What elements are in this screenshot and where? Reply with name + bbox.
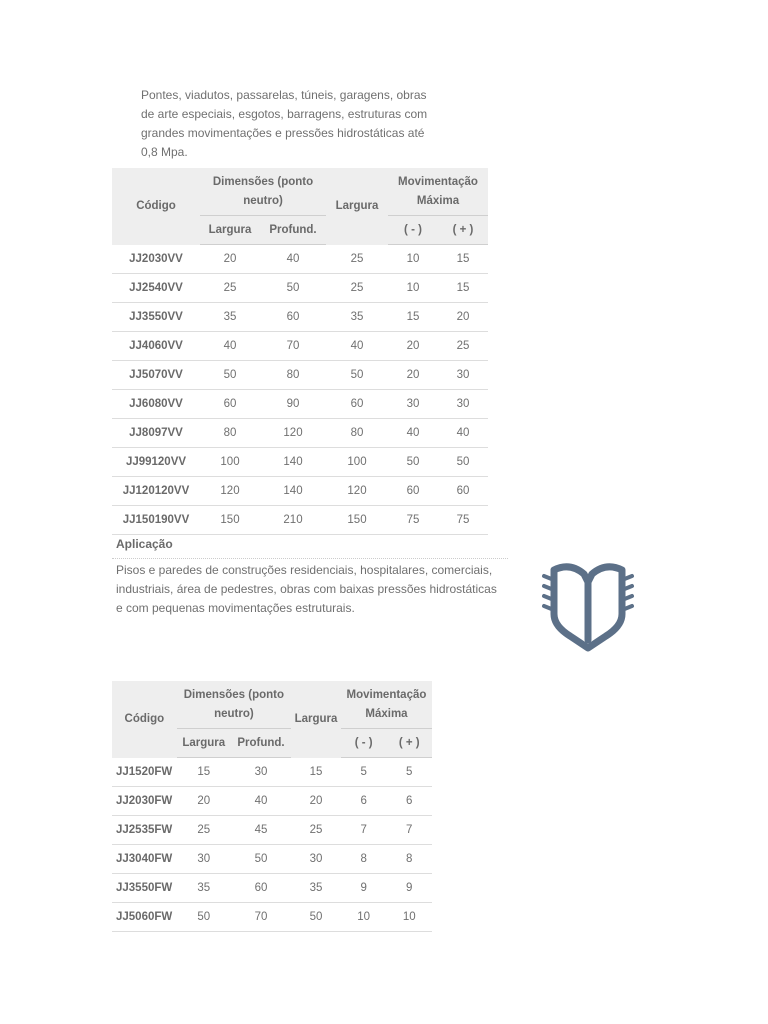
row-value-cell: 20 [438,303,488,332]
row-value-cell: 35 [326,303,388,332]
table-row [112,816,432,845]
row-code-cell: JJ6080VV [112,390,200,419]
row-value-cell: 80 [326,419,388,448]
row-value-cell: 80 [260,361,326,390]
row-value-cell: 40 [438,419,488,448]
row-value-cell: 50 [291,903,341,932]
table-row [112,506,488,535]
row-value-cell: 140 [260,448,326,477]
row-value-cell: 40 [326,332,388,361]
header-movimentacao: Movimentação Máxima [341,681,432,729]
row-value-cell: 50 [177,903,231,932]
row-value-cell: 8 [386,845,432,874]
row-value-cell: 6 [386,787,432,816]
table-row [112,477,488,506]
header-minus: ( - ) [388,216,438,245]
header-largura-main: Largura [291,681,341,758]
row-value-cell: 50 [231,845,291,874]
row-value-cell: 5 [386,758,432,787]
row-value-cell: 120 [260,419,326,448]
row-code-cell: JJ120120VV [112,477,200,506]
row-value-cell: 20 [388,361,438,390]
row-code-cell: JJ8097VV [112,419,200,448]
row-value-cell: 10 [388,274,438,303]
row-code-cell: JJ150190VV [112,506,200,535]
row-value-cell: 30 [438,361,488,390]
table-row [112,874,432,903]
header-movimentacao: Movimentação Máxima [388,168,488,216]
row-value-cell: 35 [177,874,231,903]
row-value-cell: 120 [200,477,260,506]
row-value-cell: 50 [326,361,388,390]
row-value-cell: 25 [291,816,341,845]
table-row [112,903,432,932]
row-value-cell: 7 [386,816,432,845]
row-value-cell: 140 [260,477,326,506]
row-value-cell: 15 [291,758,341,787]
row-code-cell: JJ1520FW [112,758,177,787]
row-value-cell: 210 [260,506,326,535]
table-row [112,787,432,816]
table-row [112,390,488,419]
row-value-cell: 40 [260,245,326,274]
row-value-cell: 25 [177,816,231,845]
row-value-cell: 15 [388,303,438,332]
row-value-cell: 100 [200,448,260,477]
expansion-joint-profile-icon [540,560,636,656]
row-value-cell: 25 [326,274,388,303]
spec-table-vv [112,168,488,535]
table-row [112,361,488,390]
row-value-cell: 50 [260,274,326,303]
row-value-cell: 9 [341,874,387,903]
row-value-cell: 40 [200,332,260,361]
row-value-cell: 10 [388,245,438,274]
table-row [112,332,488,361]
row-value-cell: 70 [231,903,291,932]
row-value-cell: 6 [341,787,387,816]
row-value-cell: 50 [438,448,488,477]
row-value-cell: 20 [291,787,341,816]
header-largura-main: Largura [326,168,388,245]
row-value-cell: 45 [231,816,291,845]
row-value-cell: 75 [388,506,438,535]
row-value-cell: 8 [341,845,387,874]
application-text: Pisos e paredes de construções residenciais, hospitalares, comerciais, industriais, área de pedestres, obras com baixas pressões hidrostáticas e com pequenas movimentações estruturais. [116,563,497,615]
intro-paragraph: Pontes, viadutos, passarelas, túneis, garagens, obras de arte especiais, esgotos, barragens, estruturas com grandes movimentações e pressões hidrostáticas até 0,8 Mpa. [141,88,428,159]
row-value-cell: 9 [386,874,432,903]
row-value-cell: 30 [231,758,291,787]
table-body [112,245,488,535]
row-value-cell: 30 [388,390,438,419]
application-divider [112,558,508,559]
table-row [112,845,432,874]
table-row [112,245,488,274]
row-value-cell: 35 [291,874,341,903]
row-value-cell: 20 [177,787,231,816]
row-value-cell: 50 [200,361,260,390]
row-value-cell: 60 [231,874,291,903]
application-title: Aplicação [116,537,173,551]
row-value-cell: 90 [260,390,326,419]
row-code-cell: JJ2535FW [112,816,177,845]
row-code-cell: JJ5070VV [112,361,200,390]
row-value-cell: 150 [326,506,388,535]
header-codigo: Código [112,168,200,245]
header-plus: ( + ) [438,216,488,245]
row-value-cell: 25 [438,332,488,361]
row-value-cell: 30 [438,390,488,419]
header-profund: Profund. [260,216,326,245]
row-code-cell: JJ4060VV [112,332,200,361]
row-value-cell: 20 [388,332,438,361]
row-value-cell: 30 [177,845,231,874]
row-value-cell: 25 [200,274,260,303]
row-code-cell: JJ2030VV [112,245,200,274]
row-value-cell: 10 [341,903,387,932]
row-value-cell: 15 [438,274,488,303]
row-code-cell: JJ5060FW [112,903,177,932]
row-value-cell: 60 [200,390,260,419]
header-dimensoes: Dimensões (ponto neutro) [200,168,326,216]
row-value-cell: 5 [341,758,387,787]
header-largura: Largura [177,729,231,758]
row-value-cell: 35 [200,303,260,332]
row-value-cell: 40 [231,787,291,816]
header-plus: ( + ) [386,729,432,758]
row-code-cell: JJ3550FW [112,874,177,903]
row-value-cell: 60 [438,477,488,506]
row-value-cell: 20 [200,245,260,274]
row-value-cell: 100 [326,448,388,477]
row-value-cell: 75 [438,506,488,535]
table-body [112,758,432,932]
row-value-cell: 25 [326,245,388,274]
spec-table-fw [112,681,432,932]
row-value-cell: 40 [388,419,438,448]
row-value-cell: 10 [386,903,432,932]
row-value-cell: 70 [260,332,326,361]
row-value-cell: 7 [341,816,387,845]
header-profund: Profund. [231,729,291,758]
row-value-cell: 60 [260,303,326,332]
row-value-cell: 60 [388,477,438,506]
header-largura: Largura [200,216,260,245]
row-code-cell: JJ2540VV [112,274,200,303]
row-value-cell: 50 [388,448,438,477]
row-value-cell: 150 [200,506,260,535]
row-code-cell: JJ3040FW [112,845,177,874]
row-value-cell: 15 [438,245,488,274]
row-value-cell: 60 [326,390,388,419]
table-row [112,274,488,303]
table-row [112,419,488,448]
row-code-cell: JJ99120VV [112,448,200,477]
row-value-cell: 80 [200,419,260,448]
table-row [112,758,432,787]
header-codigo: Código [112,681,177,758]
row-value-cell: 15 [177,758,231,787]
header-dimensoes: Dimensões (ponto neutro) [177,681,291,729]
row-value-cell: 30 [291,845,341,874]
row-value-cell: 120 [326,477,388,506]
row-code-cell: JJ3550VV [112,303,200,332]
table-row [112,303,488,332]
header-minus: ( - ) [341,729,387,758]
row-code-cell: JJ2030FW [112,787,177,816]
table-row [112,448,488,477]
